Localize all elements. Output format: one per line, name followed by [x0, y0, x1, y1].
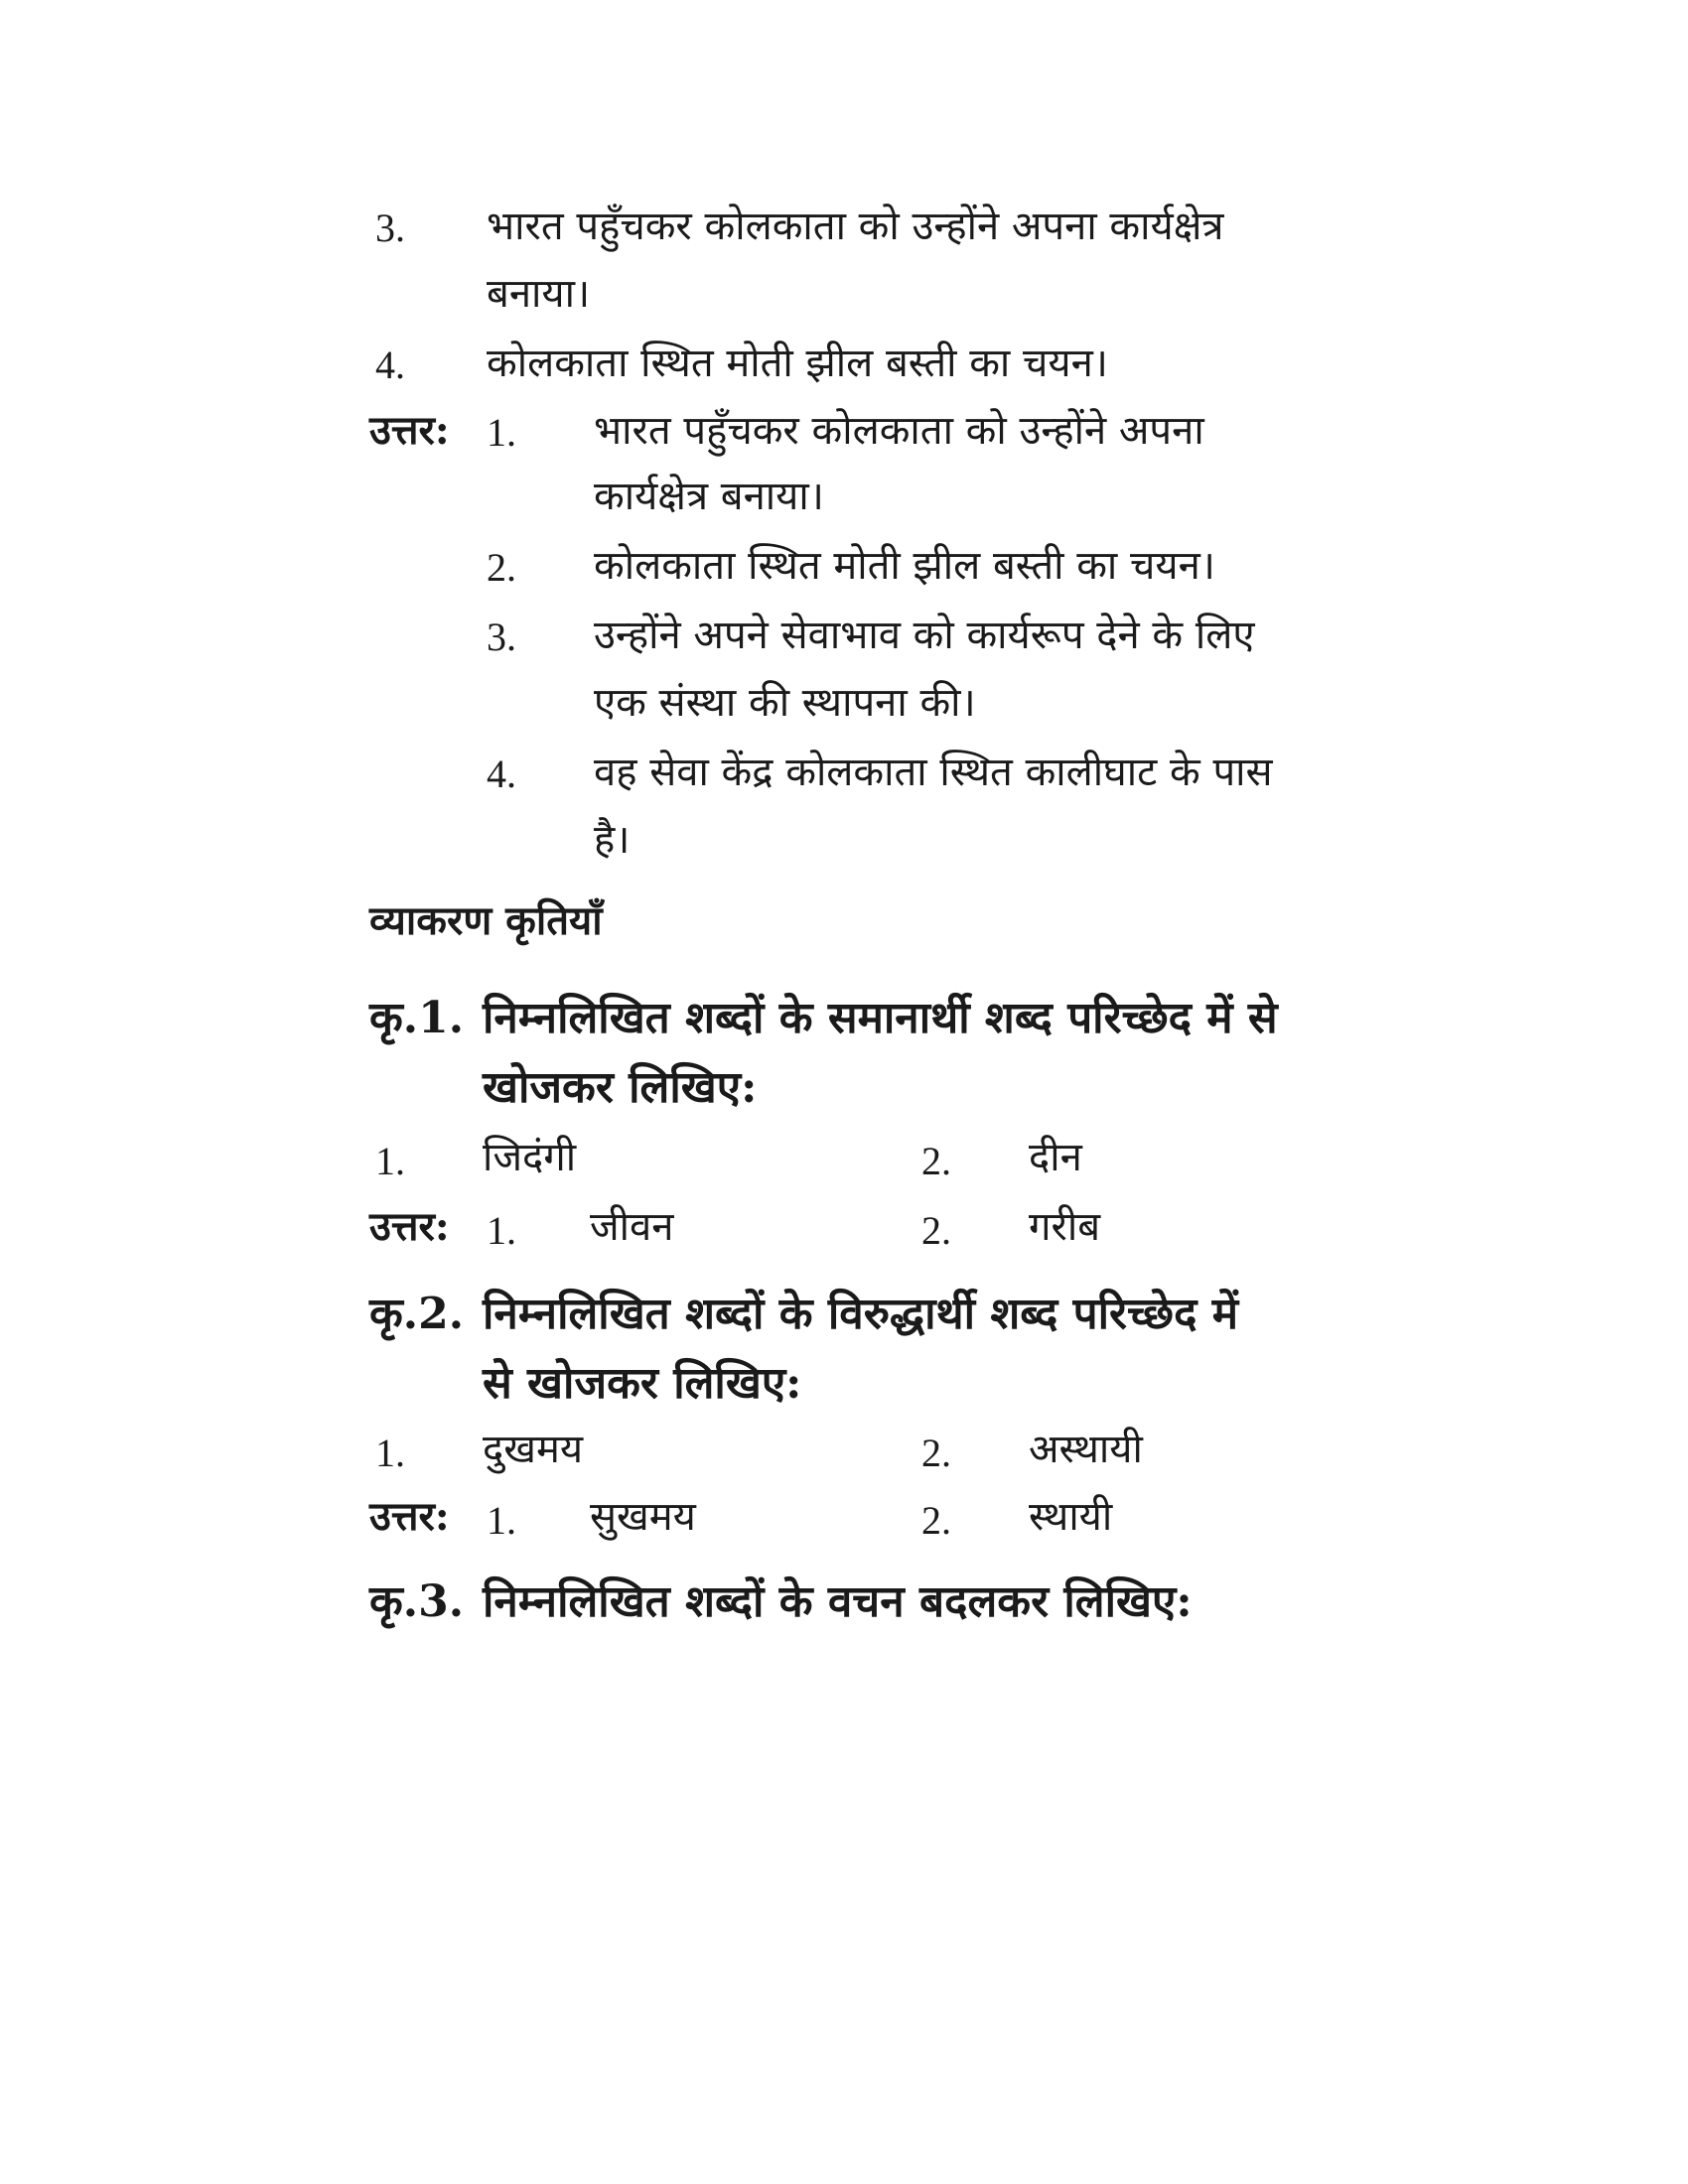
word-number: 2. [921, 1431, 951, 1475]
answer-text: कोलकाता स्थित मोती झील बस्ती का चयन। [594, 543, 1215, 589]
section-heading: व्याकरण कृतियाँ [369, 897, 603, 944]
answer-number: 2. [487, 545, 516, 590]
list-text: भारत पहुँचकर कोलकाता को उन्होंने अपना कार्यक्षेत्र [487, 204, 1224, 249]
question-text: खोजकर लिखिए: [483, 1062, 758, 1113]
word-text: जिदंगी [483, 1135, 577, 1180]
answer-text: एक संस्था की स्थापना की। [594, 680, 976, 726]
answer-number: 3. [487, 614, 516, 659]
answer-label: उत्तर: [369, 407, 450, 454]
answer-number: 4. [487, 751, 516, 796]
answer-text: गरीब [1029, 1204, 1101, 1250]
answer-label: उत्तर: [369, 1203, 450, 1250]
list-number: 3. [375, 205, 405, 250]
question-text: से खोजकर लिखिए: [483, 1358, 802, 1409]
list-text: बनाया। [487, 271, 591, 317]
question-label: कृ.2. [369, 1289, 465, 1339]
answer-number: 1. [487, 1208, 516, 1253]
answer-label: उत्तर: [369, 1493, 450, 1540]
answer-number: 1. [487, 1498, 516, 1543]
word-text: अस्थायी [1029, 1427, 1143, 1472]
word-text: दुखमय [483, 1427, 584, 1472]
answer-text: सुखमय [590, 1494, 696, 1540]
answer-text: स्थायी [1029, 1494, 1113, 1540]
list-number: 4. [375, 342, 405, 387]
question-text: निम्नलिखित शब्दों के समानार्थी शब्द परिच्छेद में से [483, 993, 1278, 1043]
word-text: दीन [1029, 1135, 1082, 1180]
answer-text: वह सेवा केंद्र कोलकाता स्थित कालीघाट के पास [594, 750, 1273, 795]
question-label: कृ.1. [369, 993, 465, 1043]
answer-text: जीवन [590, 1204, 674, 1250]
question-text: निम्नलिखित शब्दों के वचन बदलकर लिखिए: [483, 1576, 1193, 1627]
list-text: कोलकाता स्थित मोती झील बस्ती का चयन। [487, 341, 1108, 386]
answer-text: भारत पहुँचकर कोलकाता को उन्होंने अपना [594, 408, 1204, 454]
question-text: निम्नलिखित शब्दों के विरुद्धार्थी शब्द परिच्छेद में [483, 1289, 1239, 1339]
word-number: 1. [375, 1139, 405, 1183]
word-number: 2. [921, 1139, 951, 1183]
word-number: 1. [375, 1431, 405, 1475]
answer-number: 2. [921, 1498, 951, 1543]
answer-text: उन्होंने अपने सेवाभाव को कार्यरूप देने के लिए [594, 613, 1255, 658]
answer-number: 1. [487, 410, 516, 455]
answer-number: 2. [921, 1208, 951, 1253]
answer-text: है। [594, 817, 631, 863]
answer-text: कार्यक्षेत्र बनाया। [594, 474, 824, 519]
question-label: कृ.3. [369, 1576, 465, 1627]
